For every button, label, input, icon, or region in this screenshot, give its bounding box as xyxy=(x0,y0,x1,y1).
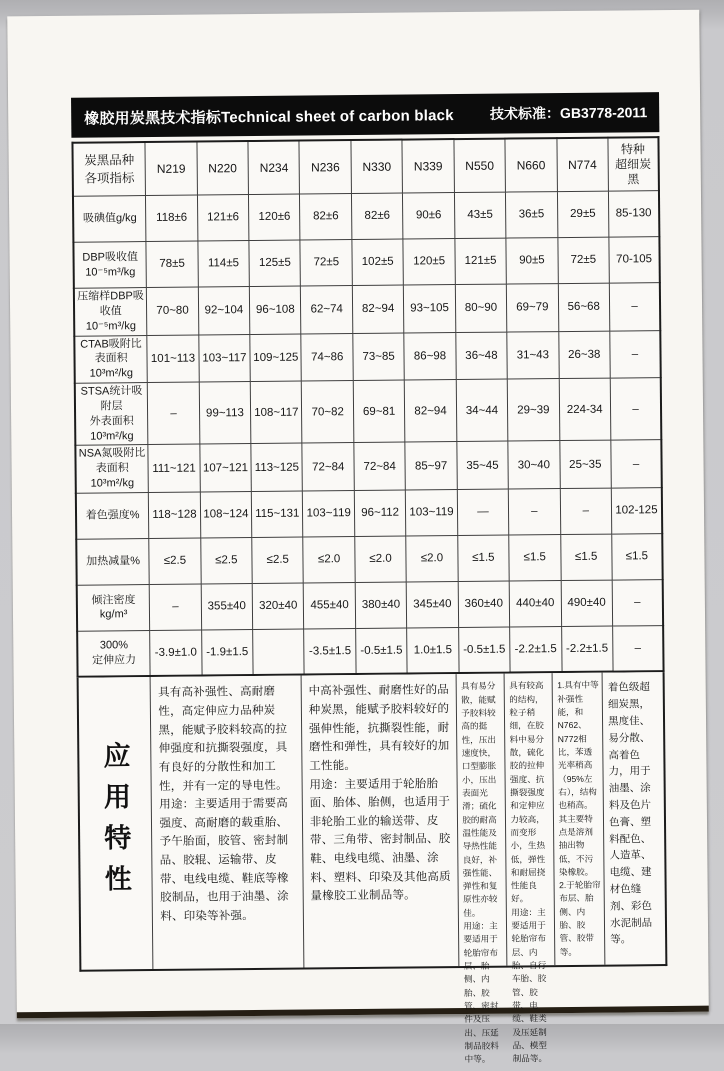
spec-value-cell: 113~125 xyxy=(251,443,303,491)
spec-value-cell: 108~117 xyxy=(250,381,302,444)
sheet-content xyxy=(71,92,667,1065)
spec-value-cell: 29~39 xyxy=(507,379,559,442)
spec-value-cell: ≤1.5 xyxy=(509,535,561,581)
row-label: NSA氮吸附比 表面积10³m²/kg xyxy=(75,445,148,493)
spec-value-cell: ≤2.0 xyxy=(303,537,355,583)
row-label: 倾注密度 kg/m³ xyxy=(77,584,150,631)
spec-value-cell: 355±40 xyxy=(201,583,253,629)
application-note-1: 具有高补强性、高耐磨性，高定伸应力品种炭黑，能赋予胶料较高的拉伸强度和抗撕裂强度，具有良好的分散性和加工性，并有一定的导电性。 用途：主要适用于需要高强度、高耐磨的载重胎、予午胎面，胶管、密封制品、胶辊、运输带、皮带、电线电缆、鞋底等橡胶制品，也用于油墨、涂料、印染等补强。 xyxy=(151,676,304,969)
spec-value-cell: 102-125 xyxy=(611,488,662,534)
application-note-6: 着色级超细炭黑，黑度佳、易分散、高着色力，用于油墨、涂料及色片色膏、塑料配色、人造革、电缆、建材色缝剂、彩色水泥制品等。 xyxy=(607,681,653,947)
spec-value-cell: 43±5 xyxy=(454,192,506,238)
spec-value-cell: 35~45 xyxy=(457,441,509,489)
column-header: N234 xyxy=(248,141,300,195)
spec-value-cell: 69~81 xyxy=(353,380,405,443)
column-header: N339 xyxy=(402,139,454,193)
column-header: N550 xyxy=(454,139,506,193)
spec-value-cell: 125±5 xyxy=(249,240,301,286)
spec-value-cell: 118~128 xyxy=(149,492,201,538)
application-row-label xyxy=(79,677,154,970)
spec-value-cell: 82±6 xyxy=(351,193,403,239)
application-label-text: 应用特性 xyxy=(99,741,131,906)
spec-value-cell: 320±40 xyxy=(252,583,304,629)
table-row xyxy=(74,330,660,383)
spec-value-cell: 69~79 xyxy=(506,284,558,332)
application-note-2: 中高补强性、耐磨性好的品种炭黑，能赋予胶料较好的强伸性能，抗撕裂性能，耐磨性和弹性，具有较好的加工性能。 用途：主要适用于轮胎胎面、胎体、胎侧，也适用于非轮胎工业的输送带、皮带、三角带、密封制品、胶鞋、电线电缆、油墨、涂料、塑料、印染及其他高质量橡胶工业制品等。 xyxy=(301,675,459,968)
spec-value-cell: 440±40 xyxy=(509,581,561,627)
spec-value-cell: -2.2±1.5 xyxy=(561,626,613,672)
spec-value-cell: 70~82 xyxy=(302,381,354,444)
spec-value-cell: 114±5 xyxy=(198,241,250,287)
spec-value-cell: -3.5±1.5 xyxy=(304,629,356,675)
row-label: STSA统计吸附层 外表面积10³m²/kg xyxy=(75,383,148,446)
column-header: N219 xyxy=(145,142,197,196)
spec-value-cell: -3.9±1.0 xyxy=(150,630,202,676)
application-note-4: 具有较高的结构，粒子稍细，在胶料中易分散，硫化胶的拉伸强度、抗撕裂强度和定伸应力较高，而变形小，生热低，弹性和耐屈挠性能良好。 用途：主要适用于轮胎帘布层、内胎、自行车胎、胶管、胶带、电缆、鞋类及压延制品、模型制品等。 xyxy=(505,674,556,966)
column-header: N236 xyxy=(299,140,351,194)
spec-value-cell: 118±6 xyxy=(146,195,198,241)
spec-value-cell: 1.0±1.5 xyxy=(407,628,459,674)
spec-value-cell: 82~94 xyxy=(352,285,404,333)
spec-value-cell: 103~119 xyxy=(406,490,458,536)
table-row xyxy=(73,237,659,289)
spec-value-cell: 90±6 xyxy=(403,193,455,239)
spec-value-cell: – xyxy=(610,330,661,378)
table-row xyxy=(76,534,662,586)
spec-value-cell: -1.9±1.5 xyxy=(201,629,253,675)
spec-value-cell: 102±5 xyxy=(352,239,404,285)
spec-value-cell: 103~117 xyxy=(198,334,250,382)
spec-value-cell: 490±40 xyxy=(561,580,613,626)
spec-value-cell: 92~104 xyxy=(198,287,250,335)
spec-value-cell: 34~44 xyxy=(456,379,508,442)
row-label: DBP吸收值 10⁻⁵m³/kg xyxy=(73,242,146,289)
sheet-title xyxy=(84,104,454,129)
spec-value-cell: 224-34 xyxy=(559,378,611,441)
spec-value-cell: ≤2.5 xyxy=(252,537,304,583)
table-row xyxy=(73,191,659,243)
spec-value-cell: – xyxy=(149,584,201,630)
column-header: N660 xyxy=(505,138,557,192)
spec-value-cell: 36~48 xyxy=(455,332,507,380)
row-label: 吸碘值g/kg xyxy=(73,196,146,243)
column-header: 特种 超细炭黑 xyxy=(608,137,659,191)
spec-value-cell: 85-130 xyxy=(608,191,659,237)
title-bar xyxy=(71,92,659,138)
spec-value-cell: 73~85 xyxy=(353,333,405,381)
spec-value-cell: 30~40 xyxy=(508,441,560,489)
spec-value-cell: 80~90 xyxy=(455,284,507,332)
spec-value-cell: 74~86 xyxy=(301,333,353,381)
scanned-document-page xyxy=(7,10,709,1065)
spec-value-cell: 121±5 xyxy=(455,238,507,284)
spec-value-cell: 111~121 xyxy=(148,444,200,492)
sheet-title-en: Technical sheet of carbon black xyxy=(220,106,454,126)
column-header: N774 xyxy=(556,138,608,192)
spec-header-row xyxy=(72,137,658,196)
spec-value-cell: 85~97 xyxy=(405,442,457,490)
spec-value-cell: -0.5±1.5 xyxy=(458,627,510,673)
spec-value-cell: – xyxy=(610,378,661,441)
spec-value-cell: 120±5 xyxy=(403,239,455,285)
spec-value-cell: 115~131 xyxy=(251,491,303,537)
spec-value-cell: 72~84 xyxy=(302,443,354,491)
row-label: 压缩样DBP吸 收值10⁻⁵m³/kg xyxy=(74,288,147,336)
row-label: 着色强度% xyxy=(76,492,149,539)
spec-value-cell: 121±6 xyxy=(197,195,249,241)
table-row xyxy=(77,626,663,678)
spec-value-cell: 360±40 xyxy=(458,581,510,627)
spec-value-cell: 36±5 xyxy=(506,192,558,238)
spec-value-cell: 56~68 xyxy=(558,283,610,331)
spec-value-cell: 380±40 xyxy=(355,582,407,628)
table-row xyxy=(75,378,662,446)
spec-value-cell: 103~119 xyxy=(303,491,355,537)
spec-value-cell: 109~125 xyxy=(250,334,302,382)
spec-value-cell: – xyxy=(612,580,663,626)
table-row xyxy=(75,440,661,493)
spec-value-cell: 72±5 xyxy=(557,237,609,283)
spec-table-body xyxy=(73,191,664,678)
spec-value-cell: 93~105 xyxy=(404,285,456,333)
table-row xyxy=(77,580,663,632)
sheet-title-zh: 橡胶用炭黑技术指标 xyxy=(84,108,222,128)
spec-value-cell: ≤1.5 xyxy=(612,534,663,580)
spec-value-cell: 70~80 xyxy=(147,287,199,335)
spec-value-cell: 82~94 xyxy=(405,380,457,443)
spec-value-cell: 345±40 xyxy=(406,582,458,628)
spec-value-cell xyxy=(253,629,305,675)
spec-value-cell: – xyxy=(613,626,664,672)
spec-value-cell: 31~43 xyxy=(507,331,559,379)
spec-value-cell: 99~113 xyxy=(199,382,251,445)
spec-value-cell: ≤1.5 xyxy=(560,534,612,580)
spec-value-cell: 96~112 xyxy=(354,490,406,536)
spec-value-cell: ≤2.0 xyxy=(355,536,407,582)
spec-value-cell: 62~74 xyxy=(301,286,353,334)
spec-value-cell: -2.2±1.5 xyxy=(510,627,562,673)
application-row xyxy=(77,673,668,1065)
spec-value-cell: 78±5 xyxy=(146,241,198,287)
spec-value-cell: -0.5±1.5 xyxy=(356,628,408,674)
spec-value-cell: 107~121 xyxy=(200,444,252,492)
spec-value-cell: 120±6 xyxy=(249,194,301,240)
row-label: 加热减量% xyxy=(76,538,149,585)
spec-value-cell: — xyxy=(457,489,509,535)
spec-value-cell: 72±5 xyxy=(300,240,352,286)
spec-value-cell: 90±5 xyxy=(506,238,558,284)
application-columns xyxy=(151,673,665,1065)
spec-value-cell: – xyxy=(560,488,612,534)
application-note-5: 1.具有中等补强性能，和N762、N772相比，苯透光率稍高（95%左右），结构也稍高。其主要特点是溶剂抽出物低，不污染橡胶。 2.于轮胎帘布层、胎侧、内胎、胶管、胶带等。 xyxy=(553,673,605,965)
corner-label: 炭黑品种 各项指标 xyxy=(72,142,145,196)
spec-value-cell: 70-105 xyxy=(609,237,660,283)
spec-value-cell: 82±6 xyxy=(300,194,352,240)
spec-value-cell: – xyxy=(609,283,660,331)
spec-value-cell: 26~38 xyxy=(558,331,610,379)
spec-value-cell: 86~98 xyxy=(404,332,456,380)
row-label: CTAB吸附比 表面积10³m²/kg xyxy=(74,335,147,383)
application-note-3: 具有易分散，能赋予胶料较高的挺性，压出速度快，口型膨胀小，压出表面光滑；硫化胶的耐高温性能及导热性能良好，补强性能、弹性和复原性亦较佳。 用途：主要适用于轮胎帘布层、胎侧、内胎、胶管、密封件及压出、压延制品胶料中等。 xyxy=(457,674,508,966)
spec-value-cell: 29±5 xyxy=(557,191,609,237)
table-row xyxy=(76,488,662,540)
spec-table xyxy=(71,136,664,678)
spec-value-cell: 25~35 xyxy=(559,441,611,489)
spec-value-cell: ≤2.0 xyxy=(406,536,458,582)
row-label: 300% 定伸应力 xyxy=(77,630,150,677)
spec-value-cell: – xyxy=(508,489,560,535)
spec-value-cell: 96~108 xyxy=(249,286,301,334)
spec-value-cell: 101~113 xyxy=(147,335,199,383)
spec-value-cell: – xyxy=(611,440,662,488)
spec-value-cell: 108~124 xyxy=(200,491,252,537)
spec-value-cell: ≤2.5 xyxy=(149,538,201,584)
spec-value-cell: – xyxy=(148,382,200,445)
spec-value-cell: ≤2.5 xyxy=(200,537,252,583)
spec-value-cell: ≤1.5 xyxy=(457,535,509,581)
spec-value-cell: 455±40 xyxy=(304,583,356,629)
standard-label: 技术标准：GB3778-2011 xyxy=(489,104,648,122)
column-header: N330 xyxy=(351,140,403,194)
table-row xyxy=(74,283,660,336)
spec-value-cell: 72~84 xyxy=(354,442,406,490)
column-header: N220 xyxy=(197,141,249,195)
